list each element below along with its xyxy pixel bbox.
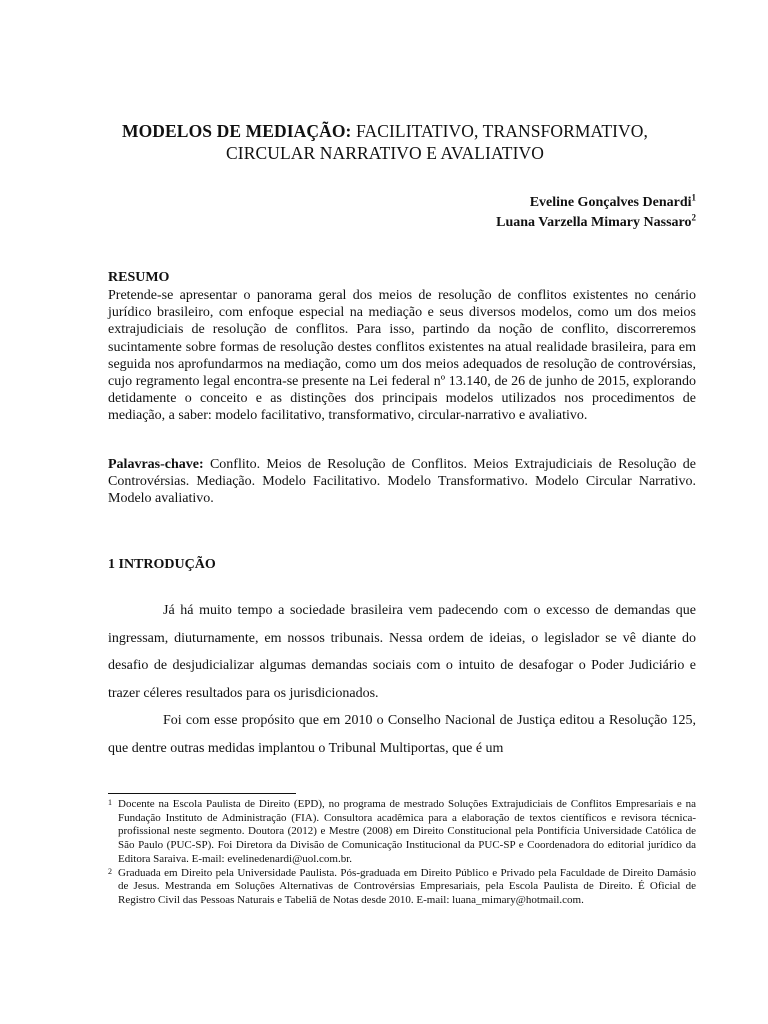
- section-heading: 1 INTRODUÇÃO: [108, 557, 216, 572]
- footnote-1-mark: 1: [108, 798, 112, 807]
- authors-block: [496, 193, 696, 233]
- footnote-2-mark: 2: [108, 866, 112, 876]
- keywords-label: Palavras-chave:: [108, 457, 204, 472]
- footnote-divider: [108, 793, 296, 794]
- author-1-footnote-mark: 1: [691, 192, 696, 203]
- body-paragraph-2: Foi com esse propósito que em 2010 o Conselho Nacional de Justiça editou a Resolução 125, que dentre outras medidas implantou o Tribunal Multiportas, que é um: [108, 713, 696, 756]
- body-paragraph-1: Já há muito tempo a sociedade brasileira vem padecendo com o excesso de demandas que ingressam, diuturnamente, em nossos tribunais. Nessa ordem de ideias, o legislador se vê diante do desafio de desjudicializar algumas demandas sociais com o intuito de desafogar o Poder Judiciário e trazer céleres resultados para os jurisdicionados.: [108, 603, 696, 701]
- footnote-2: [108, 867, 696, 908]
- author-2-name: Luana Varzella Mimary Nassaro: [496, 215, 692, 230]
- title-bold-part: MODELOS DE MEDIAÇÃO:: [121, 121, 352, 141]
- author-1-name: Eveline Gonçalves Denardi: [529, 195, 692, 210]
- title-line2: CIRCULAR NARRATIVO E AVALIATIVO: [226, 143, 544, 163]
- title-rest-line1: FACILITATIVO, TRANSFORMATIVO,: [351, 121, 649, 141]
- footnote-1: [108, 798, 696, 867]
- footnote-1-text: Docente na Escola Paulista de Direito (EPD), no programa de mestrado Soluções Extrajudiciais de Conflitos Empresariais e na Fundação Instituto de Administração (FIA). Consultora acadêmica para a elaboração de textos científicos e revisora técnica-profissional neste segmento. Doutora (2012) e Mestre (2008) em Direito Constitucional pela Pontifícia Universidade Católica de São Paulo (PUC-SP). Foi Diretora da Divisão de Comunicação Institucional da PUC-SP e Coordenadora do editorial jurídico da Editora Saraiva. E-mail: evelinedenardi@uol.com.br.: [118, 798, 696, 865]
- paper-title: [80, 120, 690, 164]
- keywords-block: [108, 456, 696, 508]
- footnote-2-text: Graduada em Direito pela Universidade Paulista. Pós-graduada em Direito Público e Privado pela Faculdade de Direito Damásio de Jesus. Mestranda em Soluções Alternativas de Controvérsias Empresariais, pela Escola Paulista de Direito. É Oficial de Registro Civil das Pessoas Naturais e Tabeliã de Notas desde 2010. E-mail: luana_mimary@hotmail.com.: [118, 866, 696, 906]
- author-2-footnote-mark: 2: [691, 212, 696, 223]
- keywords-text: Conflito. Meios de Resolução de Conflitos. Meios Extrajudiciais de Resolução de Controvérsias. Mediação. Modelo Facilitativo. Modelo Transformativo. Modelo Circular Narrativo. Modelo avaliativo.: [108, 457, 696, 507]
- author-2: [496, 213, 696, 233]
- author-1: [496, 193, 696, 213]
- footnotes: [108, 798, 696, 908]
- abstract-heading: RESUMO: [108, 270, 170, 285]
- abstract-text: Pretende-se apresentar o panorama geral dos meios de resolução de conflitos existentes no cenário jurídico brasileiro, com enfoque especial na mediação e seus diversos modelos, como um dos meios extrajudiciais de resolução de conflitos. Para isso, partindo da noção de conflito, discorreremos sucintamente sobre formas de resolução destes conflitos existentes na atual realidade brasileira, para em seguida nos aprofundarmos na mediação, como um dos meios adequados de resolução de controvérsias, cujo regramento legal encontra-se presente na Lei federal nº 13.140, de 26 de junho de 2015, explorando detidamente o conceito e as distinções dos principais modelos utilizados nos procedimentos de mediação, a saber: modelo facilitativo, transformativo, circular-narrativo e avaliativo.: [108, 288, 696, 424]
